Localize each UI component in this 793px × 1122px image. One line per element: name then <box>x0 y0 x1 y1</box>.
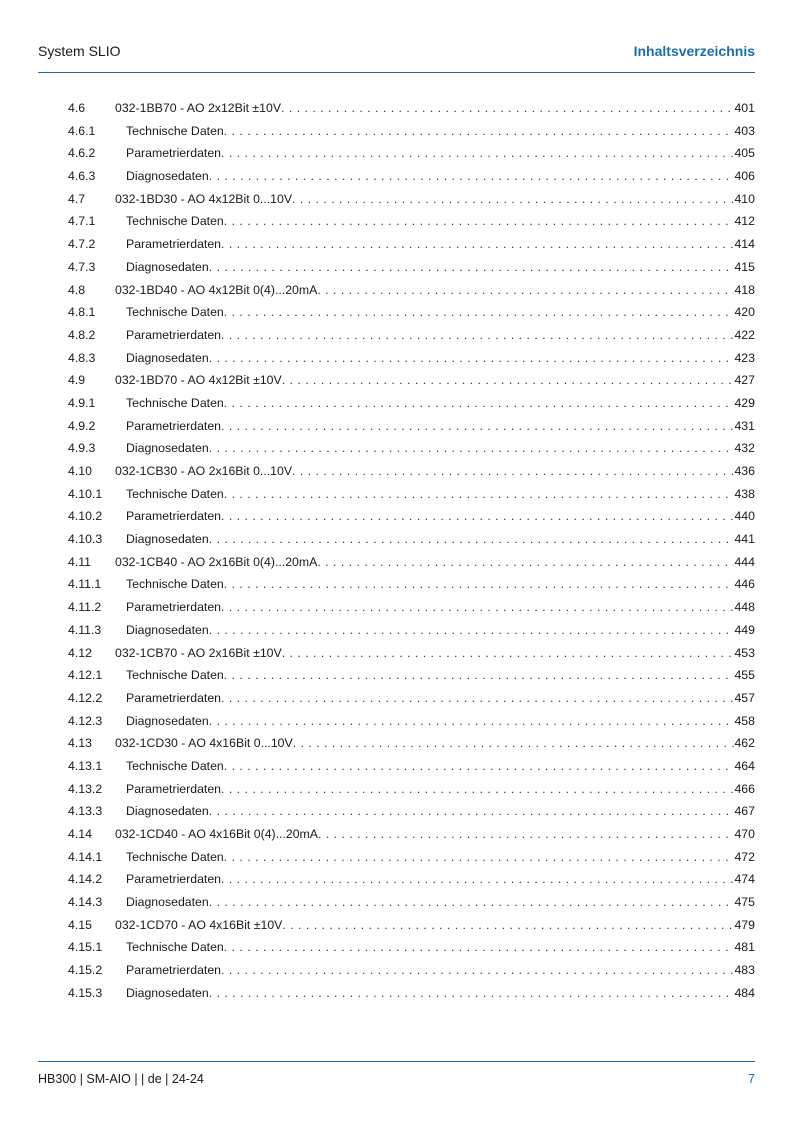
toc-leader-dots <box>318 827 734 841</box>
toc-entry-title: Technische Daten <box>126 214 224 229</box>
toc-entry-title: 032-1CB40 - AO 2x16Bit 0(4)...20mA <box>115 554 318 569</box>
toc-entry-number: 4.8.1 <box>68 305 96 320</box>
toc-entry-number: 4.15.2 <box>68 963 103 978</box>
toc-entry-number: 4.13.3 <box>68 804 103 819</box>
toc-entry-page: 429 <box>734 395 755 410</box>
toc-entry-page: 427 <box>734 373 755 388</box>
toc-entry[interactable] <box>68 328 755 351</box>
page-footer <box>38 1061 755 1092</box>
toc-entry-page: 464 <box>734 758 755 773</box>
toc-entry-page: 415 <box>734 259 755 274</box>
toc-entry-title: 032-1BD30 - AO 4x12Bit 0...10V <box>115 191 293 206</box>
toc-leader-dots <box>282 373 735 387</box>
toc-leader-dots <box>221 328 734 342</box>
toc-entry-number: 4.13.2 <box>68 781 103 796</box>
toc-entry[interactable] <box>68 577 755 600</box>
toc-entry[interactable] <box>68 532 755 555</box>
toc-entry-number: 4.10.2 <box>68 509 103 524</box>
toc-entry[interactable] <box>68 509 755 532</box>
toc-leader-dots <box>209 260 735 274</box>
toc-entry[interactable] <box>68 759 755 782</box>
toc-entry-page: 455 <box>734 668 755 683</box>
toc-entry-page: 401 <box>734 101 755 115</box>
toc-entry-title: 032-1CD40 - AO 4x16Bit 0(4)...20mA <box>115 827 318 841</box>
toc-entry-number: 4.12.1 <box>68 668 103 683</box>
toc-entry-title: Technische Daten <box>126 668 224 683</box>
toc-entry[interactable] <box>68 850 755 873</box>
toc-entry[interactable] <box>68 646 755 669</box>
toc-entry-page: 462 <box>734 736 755 751</box>
toc-entry-number: 4.9 <box>68 373 86 388</box>
toc-entry-page: 431 <box>734 418 755 433</box>
toc-leader-dots <box>224 940 735 954</box>
toc-entry-title: Diagnosedaten <box>126 350 209 365</box>
toc-entry-number: 4.12.2 <box>68 690 103 705</box>
toc-entry-page: 403 <box>734 123 755 138</box>
toc-entry[interactable] <box>68 782 755 805</box>
toc-entry[interactable] <box>68 691 755 714</box>
toc-entry-number: 4.7.2 <box>68 237 96 252</box>
toc-entry-number: 4.9.3 <box>68 441 96 456</box>
toc-entry-title: 032-1CB70 - AO 2x16Bit ±10V <box>115 645 282 660</box>
toc-leader-dots <box>209 895 735 909</box>
toc-entry-title: Diagnosedaten <box>126 532 209 547</box>
toc-entry-number: 4.7 <box>68 191 86 206</box>
toc-leader-dots <box>224 577 735 591</box>
toc-entry-page: 436 <box>734 464 755 478</box>
toc-leader-dots <box>282 918 734 932</box>
toc-entry-page: 406 <box>734 169 755 184</box>
toc-entry-number: 4.6.1 <box>68 123 96 138</box>
toc-leader-dots <box>221 782 734 796</box>
toc-entry-number: 4.8 <box>68 282 86 297</box>
page-header <box>38 36 755 73</box>
toc-entry[interactable] <box>68 169 755 192</box>
toc-entry-title: Technische Daten <box>126 758 224 773</box>
toc-leader-dots <box>221 419 734 433</box>
toc-leader-dots <box>209 351 735 365</box>
toc-leader-dots <box>221 509 734 523</box>
toc-entry[interactable] <box>68 623 755 646</box>
toc-leader-dots <box>209 714 735 728</box>
toc-entry-number: 4.14.1 <box>68 849 103 864</box>
toc-entry-title: Technische Daten <box>126 577 224 592</box>
toc-entry[interactable] <box>68 464 755 487</box>
toc-entry-number: 4.11.1 <box>68 577 102 592</box>
toc-entry[interactable] <box>68 827 755 850</box>
toc-entry[interactable] <box>68 192 755 215</box>
toc-entry[interactable] <box>68 419 755 442</box>
toc-entry-page: 410 <box>734 191 755 206</box>
toc-entry-page: 446 <box>734 577 755 592</box>
toc-entry-title: Diagnosedaten <box>126 622 209 637</box>
toc-entry-title: Technische Daten <box>126 849 224 864</box>
toc-entry[interactable] <box>68 373 755 396</box>
toc-entry[interactable] <box>68 487 755 510</box>
toc-entry-page: 475 <box>734 895 755 910</box>
toc-entry-title: 032-1CB30 - AO 2x16Bit 0...10V <box>115 464 293 478</box>
toc-entry[interactable] <box>68 351 755 374</box>
toc-entry-page: 418 <box>734 282 755 297</box>
toc-entry-title: Technische Daten <box>126 395 224 410</box>
toc-leader-dots <box>281 101 734 115</box>
footer-page-number: 7 <box>748 1072 755 1086</box>
toc-entry-number: 4.6 <box>68 101 86 115</box>
toc-entry-page: 440 <box>734 509 755 524</box>
toc-entry-number: 4.11 <box>68 554 92 569</box>
toc-leader-dots <box>209 532 735 546</box>
footer-doc-id: HB300 | SM-AIO | | de | 24-24 <box>38 1072 204 1086</box>
toc-entry-title: Parametrierdaten <box>126 963 222 978</box>
toc-entry[interactable] <box>68 214 755 237</box>
toc-entry-number: 4.14 <box>68 827 92 841</box>
toc-entry-number: 4.14.3 <box>68 895 103 910</box>
toc-entry-page: 432 <box>734 441 755 456</box>
toc-entry-page: 458 <box>734 713 755 728</box>
toc-entry-title: Diagnosedaten <box>126 985 209 1000</box>
toc-entry-number: 4.7.3 <box>68 259 96 274</box>
toc-entry-title: Technische Daten <box>126 486 224 501</box>
header-title: System SLIO <box>38 43 121 59</box>
toc-leader-dots <box>209 986 735 1000</box>
toc-entry-number: 4.8.2 <box>68 327 96 342</box>
toc-entry-number: 4.15 <box>68 917 92 932</box>
toc-entry-number: 4.10 <box>68 464 92 478</box>
toc-entry-number: 4.11.2 <box>68 600 102 615</box>
toc-leader-dots <box>209 623 735 637</box>
toc-leader-dots <box>224 668 735 682</box>
toc-entry[interactable] <box>68 872 755 895</box>
toc-entry[interactable] <box>68 260 755 283</box>
toc-entry[interactable] <box>68 305 755 328</box>
toc-entry-number: 4.6.2 <box>68 146 96 161</box>
toc-entry-page: 441 <box>734 532 755 547</box>
toc-entry-page: 479 <box>734 917 755 932</box>
toc-entry-title: Diagnosedaten <box>126 804 209 819</box>
toc-entry-page: 474 <box>734 872 755 887</box>
toc-leader-dots <box>293 736 735 750</box>
toc-entry-number: 4.7.1 <box>68 214 96 229</box>
toc-entry-title: Diagnosedaten <box>126 441 209 456</box>
toc-entry[interactable] <box>68 714 755 737</box>
toc-entry-page: 414 <box>734 237 755 252</box>
toc-leader-dots <box>224 850 735 864</box>
toc-leader-dots <box>282 646 735 660</box>
toc-entry-number: 4.13.1 <box>68 758 103 773</box>
toc-entry[interactable] <box>68 555 755 578</box>
toc-entry[interactable] <box>68 963 755 986</box>
toc-leader-dots <box>292 192 734 206</box>
toc-entry-number: 4.9.1 <box>68 395 96 410</box>
toc-entry-number: 4.9.2 <box>68 418 96 433</box>
toc-entry[interactable] <box>68 441 755 464</box>
toc-entry-number: 4.10.1 <box>68 486 103 501</box>
toc-leader-dots <box>221 963 734 977</box>
toc-entry-title: Parametrierdaten <box>126 418 222 433</box>
toc-entry-page: 481 <box>734 940 755 955</box>
header-section: Inhaltsverzeichnis <box>633 43 755 59</box>
toc-leader-dots <box>224 759 735 773</box>
toc-entry[interactable] <box>68 600 755 623</box>
toc-leader-dots <box>317 555 734 569</box>
toc-entry-title: 032-1CD70 - AO 4x16Bit ±10V <box>115 917 283 932</box>
toc-entry-title: Parametrierdaten <box>126 690 222 705</box>
toc-leader-dots <box>221 237 734 251</box>
table-of-contents <box>68 101 755 1009</box>
toc-entry[interactable] <box>68 940 755 963</box>
toc-entry-number: 4.13 <box>68 736 92 751</box>
toc-entry-page: 405 <box>734 146 755 161</box>
toc-leader-dots <box>209 169 735 183</box>
toc-entry[interactable] <box>68 895 755 918</box>
toc-entry-page: 466 <box>734 781 755 796</box>
toc-leader-dots <box>224 305 735 319</box>
toc-entry-page: 423 <box>734 350 755 365</box>
toc-entry[interactable] <box>68 918 755 941</box>
toc-leader-dots <box>221 600 734 614</box>
toc-entry-title: 032-1BD40 - AO 4x12Bit 0(4)...20mA <box>115 282 318 297</box>
toc-entry-number: 4.10.3 <box>68 532 103 547</box>
toc-entry-title: Diagnosedaten <box>126 169 209 184</box>
toc-entry[interactable] <box>68 396 755 419</box>
toc-entry-page: 457 <box>734 690 755 705</box>
toc-entry[interactable] <box>68 668 755 691</box>
toc-entry[interactable] <box>68 736 755 759</box>
toc-leader-dots <box>209 804 735 818</box>
toc-leader-dots <box>224 487 735 501</box>
toc-entry-title: Parametrierdaten <box>126 872 222 887</box>
toc-entry-page: 467 <box>734 804 755 819</box>
toc-entry[interactable] <box>68 146 755 169</box>
toc-entry-page: 453 <box>734 645 755 660</box>
toc-entry-page: 444 <box>734 554 755 569</box>
toc-entry-title: Technische Daten <box>126 123 224 138</box>
toc-leader-dots <box>209 441 735 455</box>
toc-leader-dots <box>224 214 735 228</box>
toc-entry-page: 412 <box>734 214 755 229</box>
toc-entry-number: 4.12.3 <box>68 713 103 728</box>
toc-entry[interactable] <box>68 804 755 827</box>
toc-entry-number: 4.15.1 <box>68 940 103 955</box>
toc-entry-title: Parametrierdaten <box>126 781 222 796</box>
toc-entry-page: 448 <box>734 600 755 615</box>
toc-entry-page: 483 <box>734 963 755 978</box>
toc-entry-title: Technische Daten <box>126 940 224 955</box>
toc-entry[interactable] <box>68 101 755 124</box>
toc-entry-title: 032-1CD30 - AO 4x16Bit 0...10V <box>115 736 293 751</box>
toc-entry-number: 4.11.3 <box>68 622 102 637</box>
toc-entry-number: 4.14.2 <box>68 872 103 887</box>
toc-entry-title: Diagnosedaten <box>126 713 209 728</box>
toc-entry-number: 4.12 <box>68 645 92 660</box>
toc-entry[interactable] <box>68 986 755 1009</box>
toc-entry[interactable] <box>68 283 755 306</box>
toc-entry-title: Parametrierdaten <box>126 237 222 252</box>
toc-entry[interactable] <box>68 237 755 260</box>
toc-leader-dots <box>224 396 735 410</box>
toc-entry-number: 4.8.3 <box>68 350 96 365</box>
toc-entry-title: Parametrierdaten <box>126 509 222 524</box>
toc-entry-number: 4.15.3 <box>68 985 103 1000</box>
toc-entry-title: 032-1BD70 - AO 4x12Bit ±10V <box>115 373 282 388</box>
toc-leader-dots <box>221 872 734 886</box>
toc-entry-number: 4.6.3 <box>68 169 96 184</box>
toc-entry-page: 484 <box>734 985 755 1000</box>
toc-entry-page: 470 <box>734 827 755 841</box>
toc-entry-title: Diagnosedaten <box>126 895 209 910</box>
toc-entry-page: 420 <box>734 305 755 320</box>
toc-entry-title: 032-1BB70 - AO 2x12Bit ±10V <box>115 101 282 115</box>
toc-leader-dots <box>317 283 734 297</box>
toc-leader-dots <box>221 691 734 705</box>
toc-entry-title: Parametrierdaten <box>126 600 222 615</box>
toc-leader-dots <box>224 124 735 138</box>
toc-entry-title: Technische Daten <box>126 305 224 320</box>
toc-entry[interactable] <box>68 124 755 147</box>
toc-entry-page: 438 <box>734 486 755 501</box>
toc-entry-title: Diagnosedaten <box>126 259 209 274</box>
toc-leader-dots <box>292 464 734 478</box>
toc-leader-dots <box>221 146 734 160</box>
toc-entry-title: Parametrierdaten <box>126 146 222 161</box>
toc-entry-page: 422 <box>734 327 755 342</box>
toc-entry-page: 472 <box>734 849 755 864</box>
toc-entry-page: 449 <box>734 622 755 637</box>
toc-entry-title: Parametrierdaten <box>126 327 222 342</box>
